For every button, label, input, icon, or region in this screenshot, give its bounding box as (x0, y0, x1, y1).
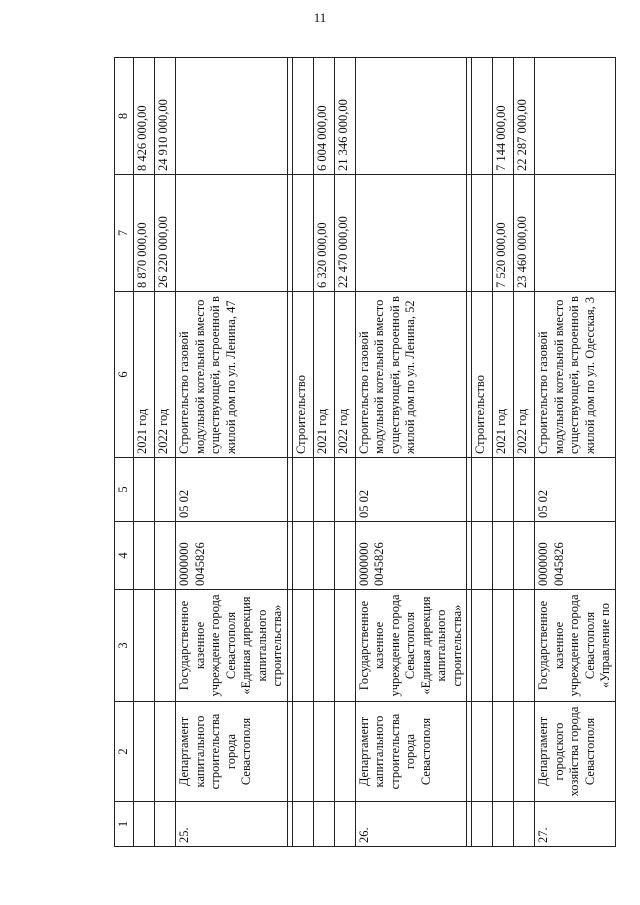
amount-cell: 22 287 000,00 (514, 58, 535, 175)
header-cell: 8 (115, 58, 134, 175)
amount-cell: 8 870 000,00 (134, 175, 155, 292)
code-cell: 0000000 0045826 (535, 522, 616, 590)
year-label: 2021 год (313, 292, 334, 458)
description-cell: Строительство газовой модульной котельной вместо существующей, встроенной в жилой дом по ул. Одесская, 3 (535, 292, 616, 458)
year-label: 2022 год (155, 292, 176, 458)
table-row (313, 58, 334, 847)
amount-cell: 22 470 000,00 (334, 175, 355, 292)
table-row (355, 58, 467, 847)
header-cell: 2 (115, 702, 134, 802)
table-row (472, 58, 493, 847)
header-cell: 5 (115, 458, 134, 522)
row-number: 26. (355, 802, 467, 847)
amount-cell: 8 426 000,00 (134, 58, 155, 175)
amount-cell: 7 520 000,00 (493, 175, 514, 292)
section-label: Строительство (292, 292, 313, 458)
year-label: 2022 год (334, 292, 355, 458)
section-code-cell: 05 02 (535, 458, 616, 522)
header-cell: 1 (115, 802, 134, 847)
table-row (155, 58, 176, 847)
year-label: 2022 год (514, 292, 535, 458)
section-code-cell: 05 02 (355, 458, 467, 522)
row-number: 25. (176, 802, 288, 847)
header-row (115, 58, 134, 847)
amount-cell: 21 346 000,00 (334, 58, 355, 175)
table-row (334, 58, 355, 847)
code-cell: 0000000 0045826 (176, 522, 288, 590)
table-row (176, 58, 288, 847)
row-number: 27. (535, 802, 616, 847)
header-cell: 6 (115, 292, 134, 458)
amount-cell: 6 004 000,00 (313, 58, 334, 175)
institution-cell: Государственное казенное учреждение города Севастополя «Единая дирекция капитального строительства» (176, 590, 288, 702)
table-row (134, 58, 155, 847)
department-cell: Департамент капитального строительства города Севастополя (355, 702, 467, 802)
description-cell: Строительство газовой модульной котельной вместо существующей, встроенной в жилой дом по ул. Ленина, 52 (355, 292, 467, 458)
institution-cell: Государственное казенное учреждение города Севастополя «Единая дирекция капитального строительства» (355, 590, 467, 702)
department-cell: Департамент городского хозяйства города Севастополя (535, 702, 616, 802)
table-row (514, 58, 535, 847)
header-cell: 7 (115, 175, 134, 292)
header-cell: 3 (115, 590, 134, 702)
amount-cell: 6 320 000,00 (313, 175, 334, 292)
amount-cell: 7 144 000,00 (493, 58, 514, 175)
institution-cell: Государственное казенное учреждение города Севастополя «Управление по (535, 590, 616, 702)
code-cell: 0000000 0045826 (355, 522, 467, 590)
budget-table (114, 57, 616, 847)
header-cell: 4 (115, 522, 134, 590)
amount-cell: 23 460 000,00 (514, 175, 535, 292)
amount-cell: 24 910 000,00 (155, 58, 176, 175)
table-row (535, 58, 616, 847)
section-label: Строительство (472, 292, 493, 458)
department-cell: Департамент капитального строительства города Севастополя (176, 702, 288, 802)
section-code-cell: 05 02 (176, 458, 288, 522)
amount-cell: 26 220 000,00 (155, 175, 176, 292)
year-label: 2021 год (134, 292, 155, 458)
table-row (493, 58, 514, 847)
rotated-table-container (114, 58, 612, 847)
year-label: 2021 год (493, 292, 514, 458)
page-number: 11 (313, 10, 327, 25)
description-cell: Строительство газовой модульной котельной вместо существующей, встроенной в жилой дом по ул. Ленина, 47 (176, 292, 288, 458)
table-row (292, 58, 313, 847)
